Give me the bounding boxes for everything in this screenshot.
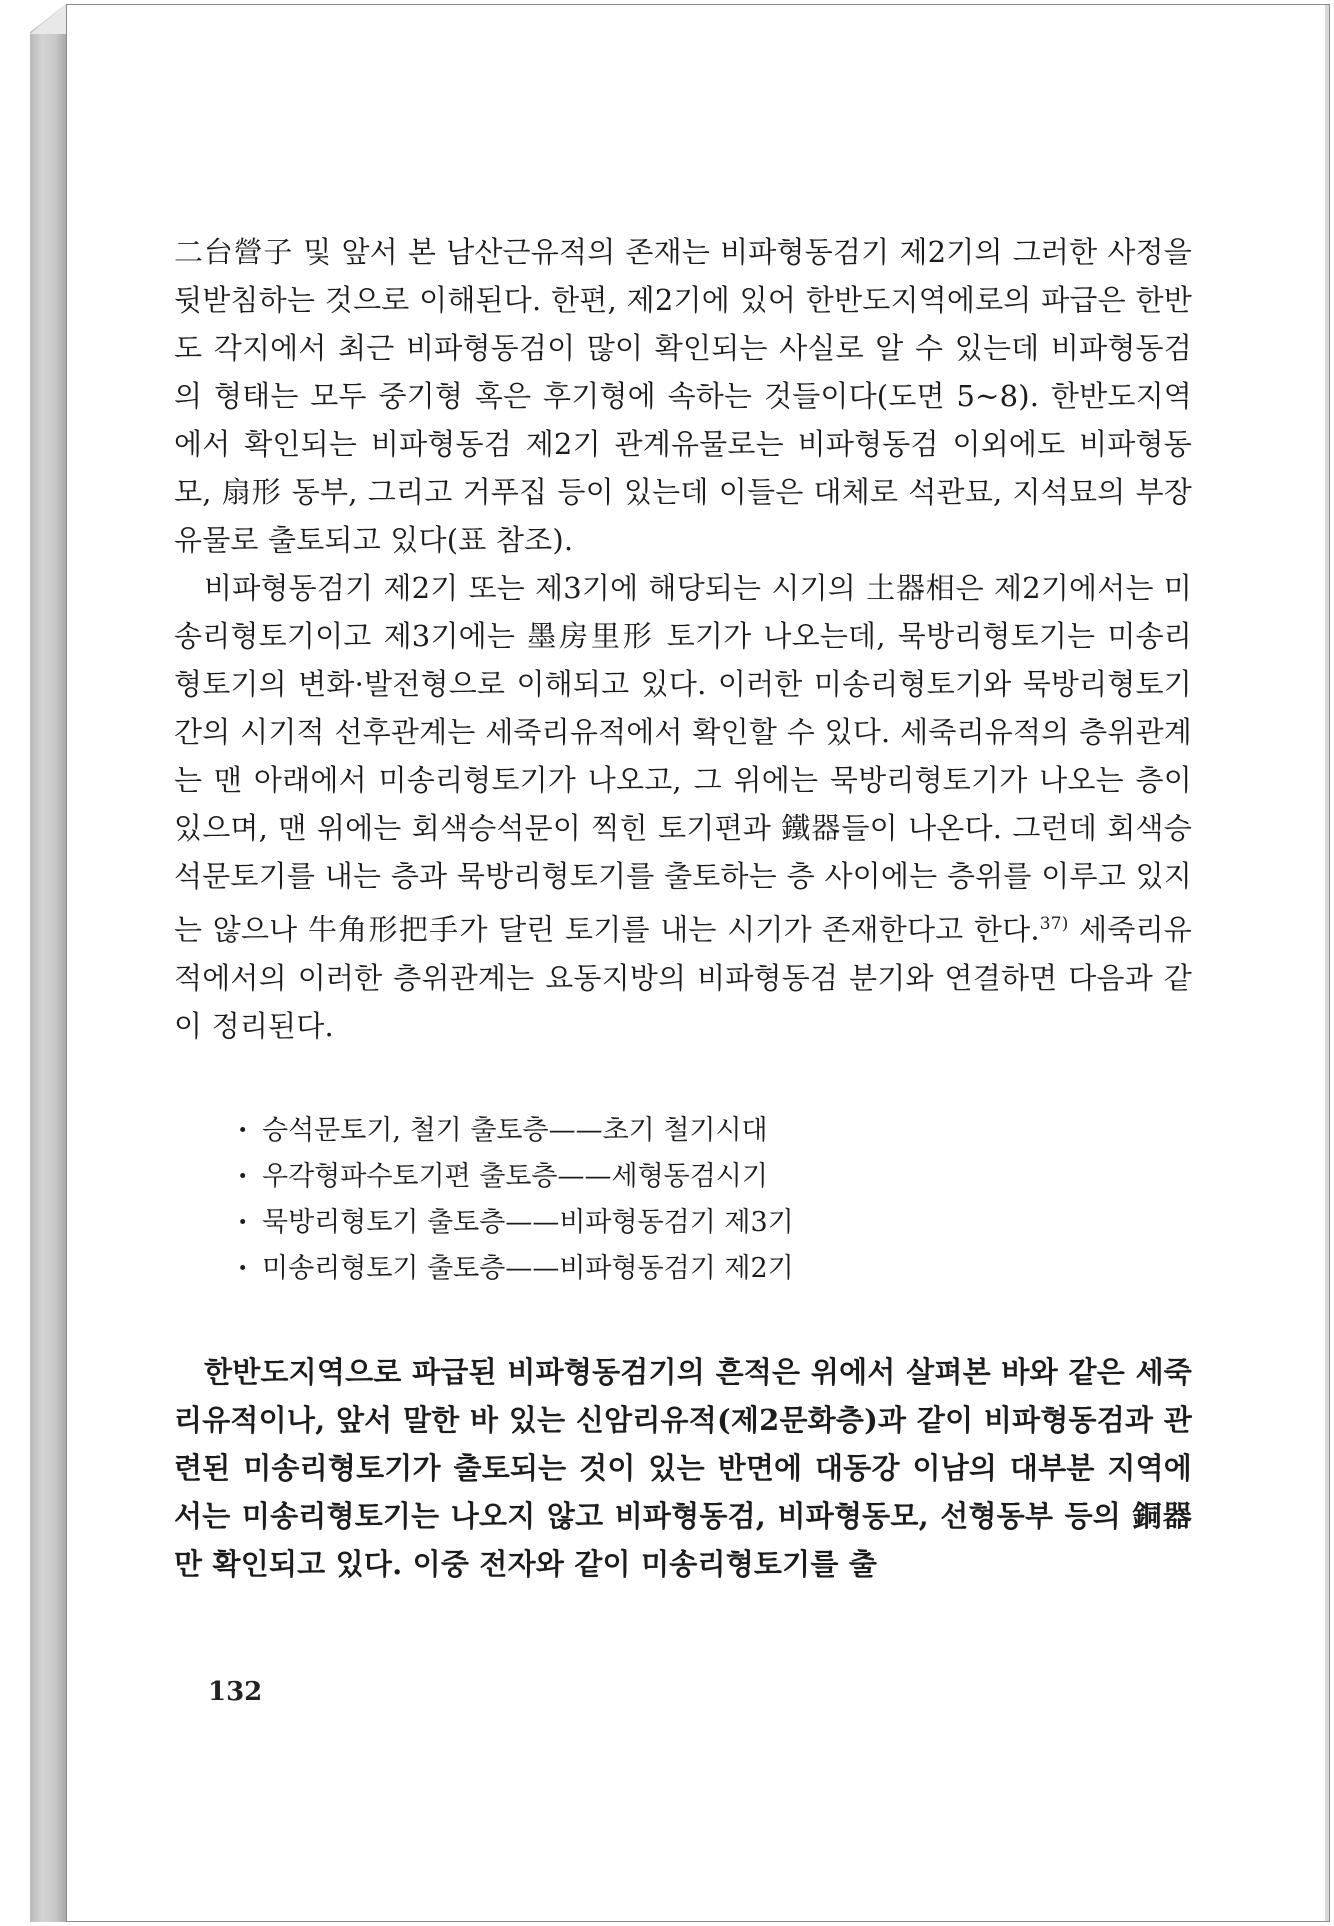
book-spine-edge (30, 4, 66, 1922)
paragraph-1: 二台營子 및 앞서 본 남산근유적의 존재는 비파형동검기 제2기의 그러한 사정을 뒷받침하는 것으로 이해된다. 한편, 제2기에 있어 한반도지역에로의 파급은 한반도 각지에서 최근 비파형동검이 많이 확인되는 사실로 알 수 있는데 비파형동검의 형태는 모두 중기형 혹은 후기형에 속하는 것들이다(도면 5~8). 한반도지역에서 확인되는 비파형동검 제2기 관계유물로는 비파형동검 이외에도 비파형동모, 扇形 동부, 그리고 거푸집 등이 있는데 이들은 대체로 석관묘, 지석묘의 부장유물로 출토되고 있다(표 참조). (174, 235, 1192, 557)
page-number: 132 (208, 1677, 263, 1707)
strata-list-item: · 묵방리형토기 출토층——비파형동검기 제3기 (238, 1200, 1192, 1246)
strata-list-item: · 우각형파수토기편 출토층——세형동검시기 (238, 1154, 1192, 1200)
strata-list (174, 1108, 1192, 1292)
paragraph-3: 한반도지역으로 파급된 비파형동검기의 흔적은 위에서 살펴본 바와 같은 세죽리유적이나, 앞서 말한 바 있는 신암리유적(제2문화층)과 같이 비파형동검과 관련된 미송리형토기가 출토되는 것이 있는 반면에 대동강 이남의 대부분 지역에서는 미송리형토기는 나오지 않고 비파형동검, 비파형동모, 선형동부 등의 銅器만 확인되고 있다. 이중 전자와 같이 미송리형토기를 출 (174, 1354, 1192, 1581)
footnote-ref-37: 37) (1039, 914, 1069, 934)
body-text (174, 228, 1192, 1588)
strata-list-item: · 미송리형토기 출토층——비파형동검기 제2기 (238, 1246, 1192, 1292)
strata-list-item: · 승석문토기, 철기 출토층——초기 철기시대 (238, 1108, 1192, 1154)
paragraph-2-tail: 세죽리유적에서의 이러한 층위관계는 요동지방의 비파형동검 분기와 연결하면 다음과 같이 정리된다. (174, 912, 1192, 1043)
paragraph-2 (174, 564, 1192, 1050)
paragraph-2-text: 비파형동검기 제2기 또는 제3기에 해당되는 시기의 土器相은 제2기에서는 미송리형토기이고 제3기에는 墨房里形 토기가 나오는데, 묵방리형토기는 미송리형토기의 변화·발전형으로 이해되고 있다. 이러한 미송리형토기와 묵방리형토기 간의 시기적 선후관계는 세죽리유적에서 확인할 수 있다. 세죽리유적의 층위관계는 맨 아래에서 미송리형토기가 나오고, 그 위에는 묵방리형토기가 나오는 층이 있으며, 맨 위에는 회색승석문이 찍힌 토기편과 鐵器들이 나온다. 그런데 회색승석문토기를 내는 층과 묵방리형토기를 출토하는 층 사이에는 층위를 이루고 있지는 않으나 牛角形把手가 달린 토기를 내는 시기가 존재한다고 한다. (174, 571, 1192, 947)
page-right-edge (1325, 5, 1329, 1921)
